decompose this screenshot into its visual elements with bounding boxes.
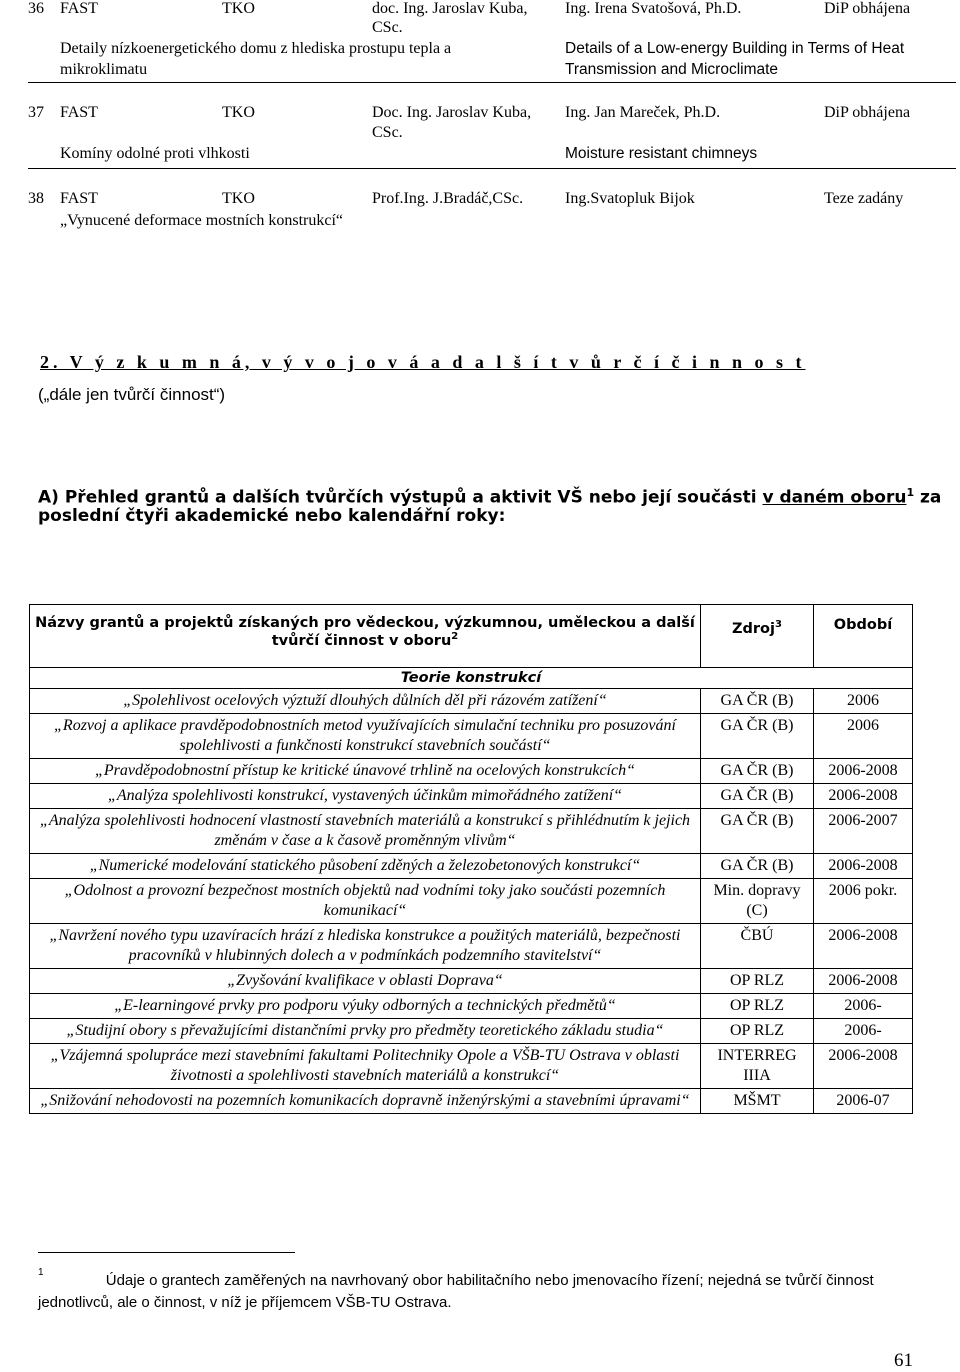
- grant-name: „Odolnost a provozní bezpečnost mostních objektů nad vodními toky jako součásti pozemních komunikací“: [30, 879, 701, 924]
- thesis-faculty: FAST: [60, 190, 98, 207]
- thesis-status: Teze zadány: [824, 190, 904, 207]
- thesis-status: DiP obhájena: [824, 0, 911, 17]
- grant-source: GA ČR (B): [701, 759, 814, 784]
- thesis-department: TKO: [222, 104, 255, 121]
- grant-period: 2006-2007: [814, 809, 913, 854]
- footnote-number: 1: [38, 1267, 44, 1278]
- header-name-text: Názvy grantů a projektů získaných pro vědeckou, výzkumnou, uměleckou a další: [35, 615, 695, 631]
- thesis-supervisor: Prof.Ing. J.Bradáč,CSc.: [372, 190, 524, 207]
- part-a-heading-cont: poslední čtyři akademické nebo kalendářní roky:: [38, 506, 506, 526]
- grant-name: „Rozvoj a aplikace pravděpodobnostních metod využívajících simulační techniku pro posuzování spolehlivosti a funkčnosti konstrukcí stavebních součástí“: [30, 714, 701, 759]
- grant-source: INTERREG IIIA: [701, 1044, 814, 1089]
- table-header-row: [30, 605, 913, 668]
- grant-name: „Navržení nového typu uzavíracích hrází z hlediska konstrukce a použitých materiálů, bezpečnosti pracovníků v hlubinných dolech a v podmínkách podzemního stavitelství“: [30, 924, 701, 969]
- grant-period: 2006-: [814, 994, 913, 1019]
- grant-source: GA ČR (B): [701, 689, 814, 714]
- grant-source: Min. dopravy (C): [701, 879, 814, 924]
- category-label: Teorie konstrukcí: [30, 668, 913, 689]
- table-row: [30, 714, 913, 759]
- thesis-title-en: Details of a Low-energy Building in Terms of Heat: [565, 40, 905, 57]
- table-row: [30, 854, 913, 879]
- grant-name: „Snižování nehodovosti na pozemních komunikacích dopravně inženýrskými a stavebními úpravami“: [30, 1089, 701, 1114]
- thesis-title-en: Moisture resistant chimneys: [565, 145, 758, 162]
- grant-period: 2006-: [814, 1019, 913, 1044]
- grant-period: 2006-2008: [814, 969, 913, 994]
- grant-name: „Pravděpodobnostní přístup ke kritické únavové trhlině na ocelových konstrukcích“: [30, 759, 701, 784]
- section-title: 2. V ý z k u m n á, v ý v o j o v á a d a l š í t v ů r č í č i n n o s t: [40, 352, 806, 372]
- grant-source: GA ČR (B): [701, 854, 814, 879]
- table-row: [30, 1044, 913, 1089]
- thesis-number: 37: [28, 104, 44, 121]
- page-number: 61: [894, 1350, 913, 1371]
- table-row: [30, 759, 913, 784]
- thesis-number: 38: [28, 190, 44, 207]
- thesis-title-en-cont: Transmission and Microclimate: [565, 61, 779, 78]
- grant-source: ČBÚ: [701, 924, 814, 969]
- grant-name: „E-learningové prvky pro podporu výuky odborných a technických předmětů“: [30, 994, 701, 1019]
- divider: [28, 82, 956, 83]
- table-row: [30, 924, 913, 969]
- grants-table: [29, 604, 913, 1114]
- divider: [28, 168, 956, 169]
- footnote-text: Údaje o grantech zaměřených na navrhovaný obor habilitačního nebo jmenovacího řízení; nejedná se tvůrčí činnost: [105, 1272, 874, 1289]
- grant-period: 2006: [814, 714, 913, 759]
- section-subtitle: („dále jen tvůrčí činnost“): [38, 385, 226, 404]
- thesis-faculty: FAST: [60, 0, 98, 17]
- grant-name: „Analýza spolehlivosti konstrukcí, vystavených účinkům mimořádného zatížení“: [30, 784, 701, 809]
- table-row: [30, 1019, 913, 1044]
- grant-name: „Studijní obory s převažujícími distančními prvky pro předměty teoretického základu studia“: [30, 1019, 701, 1044]
- grant-period: 2006: [814, 689, 913, 714]
- thesis-status: DiP obhájena: [824, 104, 911, 121]
- footnote-text-cont: jednotlivců, ale o činnost, v níž je příjemcem VŠB-TU Ostrava.: [38, 1294, 452, 1311]
- grant-period: 2006-2008: [814, 1044, 913, 1089]
- part-a-heading-suffix: za: [914, 487, 942, 508]
- grant-source: GA ČR (B): [701, 809, 814, 854]
- thesis-student: Ing. Irena Svatošová, Ph.D.: [565, 0, 742, 17]
- grant-period: 2006-2008: [814, 759, 913, 784]
- grant-source: OP RLZ: [701, 994, 814, 1019]
- thesis-title-cz: Detaily nízkoenergetického domu z hlediska prostupu tepla a: [60, 40, 452, 57]
- grant-name: „Spolehlivost ocelových výztuží dlouhých důlních děl při rázovém zatížení“: [30, 689, 701, 714]
- grant-source: MŠMT: [701, 1089, 814, 1114]
- grant-name: „Numerické modelování statického působení zděných a železobetonových konstrukcí“: [30, 854, 701, 879]
- grant-name: „Analýza spolehlivosti hodnocení vlastností stavebních materiálů a konstrukcí s přihlédnutím k jejich změnám v čase a k časově proměnným vlivům“: [30, 809, 701, 854]
- footnote-ref: 1: [906, 486, 915, 499]
- grant-period: 2006-2008: [814, 854, 913, 879]
- header-name-sup: 2: [451, 631, 459, 642]
- header-name-text-cont: tvůrčí činnost v oboru: [271, 632, 452, 649]
- table-row: [30, 689, 913, 714]
- table-category-row: [30, 668, 913, 689]
- thesis-supervisor: Doc. Ing. Jaroslav Kuba,: [372, 104, 532, 121]
- table-row: [30, 784, 913, 809]
- table-row: [30, 809, 913, 854]
- grant-source: OP RLZ: [701, 969, 814, 994]
- table-row: [30, 969, 913, 994]
- header-source-text: Zdroj: [732, 620, 775, 637]
- grant-name: „Vzájemná spolupráce mezi stavebními fakultami Politechniky Opole a VŠB-TU Ostrava v oblasti životnosti a spolehlivosti stavebních materiálů a konstrukcí“: [30, 1044, 701, 1089]
- thesis-department: TKO: [222, 190, 255, 207]
- thesis-student: Ing.Svatopluk Bijok: [565, 190, 695, 207]
- thesis-supervisor: doc. Ing. Jaroslav Kuba,: [372, 0, 528, 17]
- thesis-supervisor-title: CSc.: [372, 124, 403, 141]
- part-a-heading-underlined: v daném oboru: [762, 487, 907, 508]
- grant-source: OP RLZ: [701, 1019, 814, 1044]
- grant-period: 2006-2008: [814, 784, 913, 809]
- thesis-title-cz-cont: mikroklimatu: [60, 61, 148, 78]
- header-period: Období: [814, 605, 913, 668]
- thesis-supervisor-title: CSc.: [372, 19, 403, 36]
- grant-source: GA ČR (B): [701, 784, 814, 809]
- table-row: [30, 879, 913, 924]
- thesis-student: Ing. Jan Mareček, Ph.D.: [565, 104, 721, 121]
- thesis-title-cz: Komíny odolné proti vlhkosti: [60, 145, 250, 162]
- footnote-separator: [38, 1252, 295, 1253]
- header-source-sup: 3: [775, 619, 782, 630]
- thesis-department: TKO: [222, 0, 255, 17]
- grant-period: 2006-07: [814, 1089, 913, 1114]
- grant-name: „Zvyšování kvalifikace v oblasti Doprava“: [30, 969, 701, 994]
- thesis-number: 36: [28, 0, 44, 17]
- grant-period: 2006 pokr.: [814, 879, 913, 924]
- footnote: [38, 1266, 938, 1314]
- header-source: [701, 605, 814, 668]
- table-row: [30, 994, 913, 1019]
- grant-period: 2006-2008: [814, 924, 913, 969]
- grant-source: GA ČR (B): [701, 714, 814, 759]
- part-a-heading-text: A) Přehled grantů a dalších tvůrčích výstupů a aktivit VŠ nebo její součásti: [38, 487, 763, 508]
- header-name: [30, 605, 701, 668]
- thesis-title-cz: „Vynucené deformace mostních konstrukcí“: [60, 212, 344, 229]
- thesis-faculty: FAST: [60, 104, 98, 121]
- table-row: [30, 1089, 913, 1114]
